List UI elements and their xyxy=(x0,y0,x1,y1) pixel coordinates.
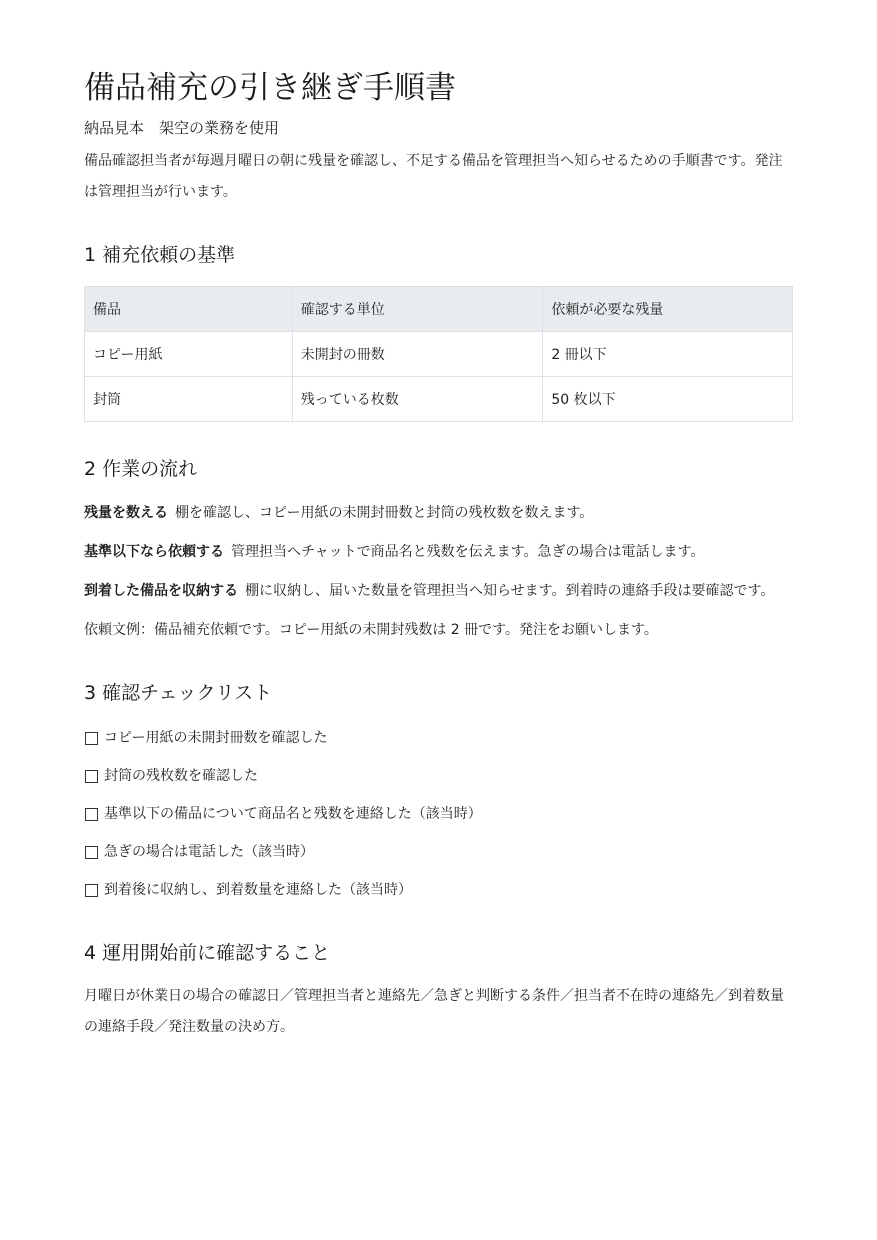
step-label: 残量を数える xyxy=(84,505,168,521)
table-cell: 未開封の冊数 xyxy=(292,332,543,377)
checklist-item-text: 急ぎの場合は電話した（該当時） xyxy=(104,844,314,860)
table-cell: 封筒 xyxy=(85,377,293,422)
checklist-item xyxy=(84,800,793,828)
section-heading-pre-launch: 4 運用開始前に確認すること xyxy=(84,942,331,964)
checkbox[interactable] xyxy=(85,808,98,821)
workflow-step xyxy=(84,499,793,527)
checklist-item xyxy=(84,876,793,904)
checklist-item xyxy=(84,838,793,866)
section-heading-checklist: 3 確認チェックリスト xyxy=(84,682,273,704)
table-cell: コピー用紙 xyxy=(85,332,293,377)
checklist xyxy=(84,724,793,904)
checklist-item-text: 到着後に収納し、到着数量を連絡した（該当時） xyxy=(104,882,412,898)
table-cell: 2 冊以下 xyxy=(543,332,793,377)
document-subtitle: 納品見本 架空の業務を使用 xyxy=(84,119,280,137)
step-text: 管理担当へチャットで商品名と残数を伝えます。急ぎの場合は電話します。 xyxy=(231,544,705,560)
checklist-item-text: 封筒の残枚数を確認した xyxy=(104,768,258,784)
document-intro: 備品確認担当者が毎週月曜日の朝に残量を確認し、不足する備品を管理担当へ知らせるための手順書です。発注は管理担当が行います。 xyxy=(84,153,783,200)
checklist-item-text: 基準以下の備品について商品名と残数を連絡した（該当時） xyxy=(104,806,482,822)
table-row xyxy=(85,377,793,422)
table-header-cell: 備品 xyxy=(85,287,293,332)
workflow-step xyxy=(84,538,793,566)
step-text: 棚を確認し、コピー用紙の未開封冊数と封筒の残枚数を数えます。 xyxy=(175,505,594,521)
workflow-step xyxy=(84,577,793,605)
table-row xyxy=(85,332,793,377)
step-text: 棚に収納し、届いた数量を管理担当へ知らせます。到着時の連絡手段は要確認です。 xyxy=(245,583,775,599)
step-label: 到着した備品を収納する xyxy=(84,583,238,599)
checklist-item xyxy=(84,724,793,752)
checkbox[interactable] xyxy=(85,732,98,745)
section-heading-workflow: 2 作業の流れ xyxy=(84,458,198,480)
table-header-cell: 確認する単位 xyxy=(292,287,543,332)
checkbox[interactable] xyxy=(85,770,98,783)
checkbox[interactable] xyxy=(85,846,98,859)
section-heading-criteria: 1 補充依頼の基準 xyxy=(84,244,236,266)
pre-launch-items: 月曜日が休業日の場合の確認日／管理担当者と連絡先／急ぎと判断する条件／担当者不在時の連絡先／到着数量の連絡手段／発注数量の決め方。 xyxy=(84,988,784,1035)
step-label: 基準以下なら依頼する xyxy=(84,544,224,560)
table-cell: 50 枚以下 xyxy=(543,377,793,422)
table-header-cell: 依頼が必要な残量 xyxy=(543,287,793,332)
checkbox[interactable] xyxy=(85,884,98,897)
checklist-item-text: コピー用紙の未開封冊数を確認した xyxy=(104,730,328,746)
request-example: 依頼文例：備品補充依頼です。コピー用紙の未開封残数は 2 冊です。発注をお願いします。 xyxy=(84,622,658,638)
checklist-item xyxy=(84,762,793,790)
criteria-table xyxy=(84,286,793,422)
table-header-row xyxy=(85,287,793,332)
workflow-steps xyxy=(84,499,793,605)
table-cell: 残っている枚数 xyxy=(292,377,543,422)
document-title: 備品補充の引き継ぎ手順書 xyxy=(84,70,456,106)
